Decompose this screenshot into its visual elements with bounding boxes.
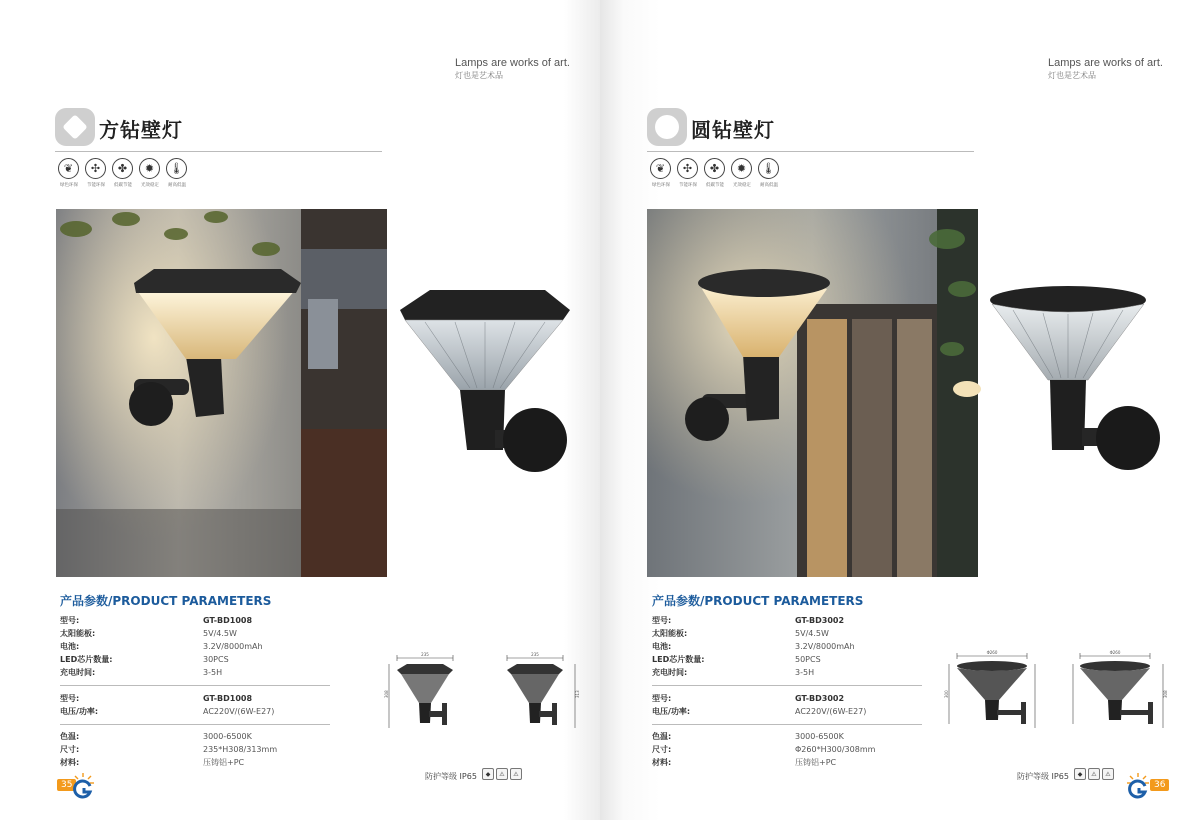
param-row <box>60 693 330 705</box>
divider <box>652 685 922 686</box>
param-row <box>652 667 922 679</box>
sun-icon: ✹ <box>731 158 752 179</box>
fan-icon: ✣ <box>85 158 106 179</box>
param-value: 压铸铝+PC <box>203 758 245 767</box>
divider <box>652 724 922 725</box>
feature-caption: 耐高低温 <box>167 182 186 188</box>
param-key: 材料: <box>60 758 80 767</box>
product-title-bar <box>647 108 974 152</box>
param-value: 5V/4.5W <box>795 629 829 638</box>
propeller-icon: ✤ <box>112 158 133 179</box>
dim-height: 313 <box>575 690 580 698</box>
dim-height: 300 <box>944 690 949 698</box>
param-row <box>652 731 922 743</box>
param-row <box>652 615 922 627</box>
tagline-cn: 灯也是艺术品 <box>455 71 503 80</box>
feature-icons <box>58 158 188 188</box>
param-row <box>60 744 330 756</box>
page-number: 35 <box>57 779 76 791</box>
param-value: 30PCS <box>203 655 229 664</box>
product-image <box>395 280 580 480</box>
divider <box>60 724 330 725</box>
divider <box>60 685 330 686</box>
feature-fan <box>85 158 107 188</box>
param-key: 电压/功率: <box>652 707 691 716</box>
param-row <box>652 641 922 653</box>
param-value: 3.2V/8000mAh <box>203 642 263 651</box>
param-row <box>60 706 330 718</box>
param-row <box>60 731 330 743</box>
feature-caption: 节能环保 <box>86 182 105 188</box>
param-value: 3-5H <box>203 668 223 677</box>
warning-icons <box>1074 768 1114 780</box>
dim-width: Φ260 <box>986 650 998 655</box>
param-value: 5V/4.5W <box>203 629 237 638</box>
triangle-warning-icon: ⚠ <box>510 768 522 780</box>
dim-width: Φ260 <box>1109 650 1121 655</box>
feature-thermo <box>166 158 188 188</box>
feature-caption: 低碳节能 <box>705 182 724 188</box>
feature-leaf <box>58 158 80 188</box>
param-value: GT-BD3002 <box>795 616 845 625</box>
param-key: 电池: <box>652 642 672 651</box>
thermometer-icon: 🌡 <box>758 158 779 179</box>
feature-caption: 耐高低温 <box>759 182 778 188</box>
sun-icon: ✹ <box>139 158 160 179</box>
feature-sun <box>731 158 753 188</box>
fan-icon: ✣ <box>677 158 698 179</box>
param-row <box>60 757 330 769</box>
product-image <box>988 280 1173 480</box>
params-title: 产品参数/PRODUCT PARAMETERS <box>60 594 272 608</box>
param-key: LED芯片数量: <box>652 655 705 664</box>
param-row <box>652 628 922 640</box>
technical-drawings <box>385 648 585 738</box>
feature-fan <box>677 158 699 188</box>
dim-width: 235 <box>531 652 539 657</box>
param-value: AC220V/(6W-E27) <box>795 707 867 716</box>
triangle-warning-icon: ⚠ <box>1102 768 1114 780</box>
diamond-icon: ◆ <box>1074 768 1086 780</box>
tagline-en: Lamps are works of art. <box>1048 57 1163 69</box>
param-row <box>60 654 330 666</box>
param-value: 50PCS <box>795 655 821 664</box>
product-title: 圆钻壁灯 <box>691 118 775 142</box>
param-row <box>652 654 922 666</box>
param-row <box>60 641 330 653</box>
technical-drawings <box>945 648 1175 738</box>
param-key: 太阳能板: <box>652 629 688 638</box>
feature-caption: 绿色环保 <box>59 182 78 188</box>
param-key: 型号: <box>60 616 80 625</box>
param-value: Φ260*H300/308mm <box>795 745 876 754</box>
param-row <box>60 615 330 627</box>
param-key: 充电时间: <box>60 668 96 677</box>
warning-icons <box>482 768 522 780</box>
feature-caption: 光效稳定 <box>140 182 159 188</box>
scene-photo <box>56 209 387 577</box>
param-key: 型号: <box>652 694 672 703</box>
param-row <box>652 757 922 769</box>
param-value: 3000-6500K <box>203 732 252 741</box>
param-row <box>652 693 922 705</box>
right-page <box>600 0 1200 820</box>
triangle-warning-icon: ⚠ <box>1088 768 1100 780</box>
leaf-icon: ❦ <box>58 158 79 179</box>
param-row <box>60 628 330 640</box>
param-value: GT-BD3002 <box>795 694 845 703</box>
feature-thermo <box>758 158 780 188</box>
feature-propeller <box>704 158 726 188</box>
tagline <box>455 57 570 82</box>
param-key: 充电时间: <box>652 668 688 677</box>
param-key: 型号: <box>652 616 672 625</box>
feature-sun <box>139 158 161 188</box>
feature-caption: 低碳节能 <box>113 182 132 188</box>
tagline-en: Lamps are works of art. <box>455 57 570 69</box>
param-value: GT-BD1008 <box>203 616 253 625</box>
dim-height: 308 <box>1163 690 1168 698</box>
param-value: GT-BD1008 <box>203 694 253 703</box>
product-title-bar <box>55 108 382 152</box>
tagline-cn: 灯也是艺术品 <box>1048 71 1096 80</box>
param-row <box>652 744 922 756</box>
leaf-icon: ❦ <box>650 158 671 179</box>
param-key: 尺寸: <box>60 745 80 754</box>
propeller-icon: ✤ <box>704 158 725 179</box>
feature-icons <box>650 158 780 188</box>
feature-propeller <box>112 158 134 188</box>
param-key: 电压/功率: <box>60 707 99 716</box>
feature-caption: 绿色环保 <box>651 182 670 188</box>
param-value: 3000-6500K <box>795 732 844 741</box>
param-key: 色温: <box>60 732 80 741</box>
param-key: 色温: <box>652 732 672 741</box>
param-row <box>652 706 922 718</box>
brand-logo-icon <box>1125 772 1151 798</box>
param-value: 压铸铝+PC <box>795 758 837 767</box>
tagline <box>1048 57 1163 82</box>
brand-logo-icon <box>70 772 96 798</box>
param-key: 材料: <box>652 758 672 767</box>
param-key: 太阳能板: <box>60 629 96 638</box>
round-diamond-icon <box>647 108 687 146</box>
params-title: 产品参数/PRODUCT PARAMETERS <box>652 594 864 608</box>
param-value: 235*H308/313mm <box>203 745 278 754</box>
param-key: 电池: <box>60 642 80 651</box>
param-value: 3.2V/8000mAh <box>795 642 855 651</box>
diamond-icon: ◆ <box>482 768 494 780</box>
protection-rating: 防护等级 IP65 <box>425 772 477 781</box>
triangle-warning-icon: ⚠ <box>496 768 508 780</box>
param-key: LED芯片数量: <box>60 655 113 664</box>
feature-caption: 光效稳定 <box>732 182 751 188</box>
dim-width: 235 <box>421 652 429 657</box>
param-row <box>60 667 330 679</box>
dim-height: 308 <box>384 690 389 698</box>
param-key: 尺寸: <box>652 745 672 754</box>
feature-caption: 节能环保 <box>678 182 697 188</box>
page-number: 36 <box>1150 779 1169 791</box>
scene-photo <box>647 209 978 577</box>
feature-leaf <box>650 158 672 188</box>
protection-rating: 防护等级 IP65 <box>1017 772 1069 781</box>
param-value: 3-5H <box>795 668 815 677</box>
thermometer-icon: 🌡 <box>166 158 187 179</box>
param-value: AC220V/(6W-E27) <box>203 707 275 716</box>
product-title: 方钻壁灯 <box>99 118 183 142</box>
param-key: 型号: <box>60 694 80 703</box>
square-diamond-icon <box>55 108 95 146</box>
